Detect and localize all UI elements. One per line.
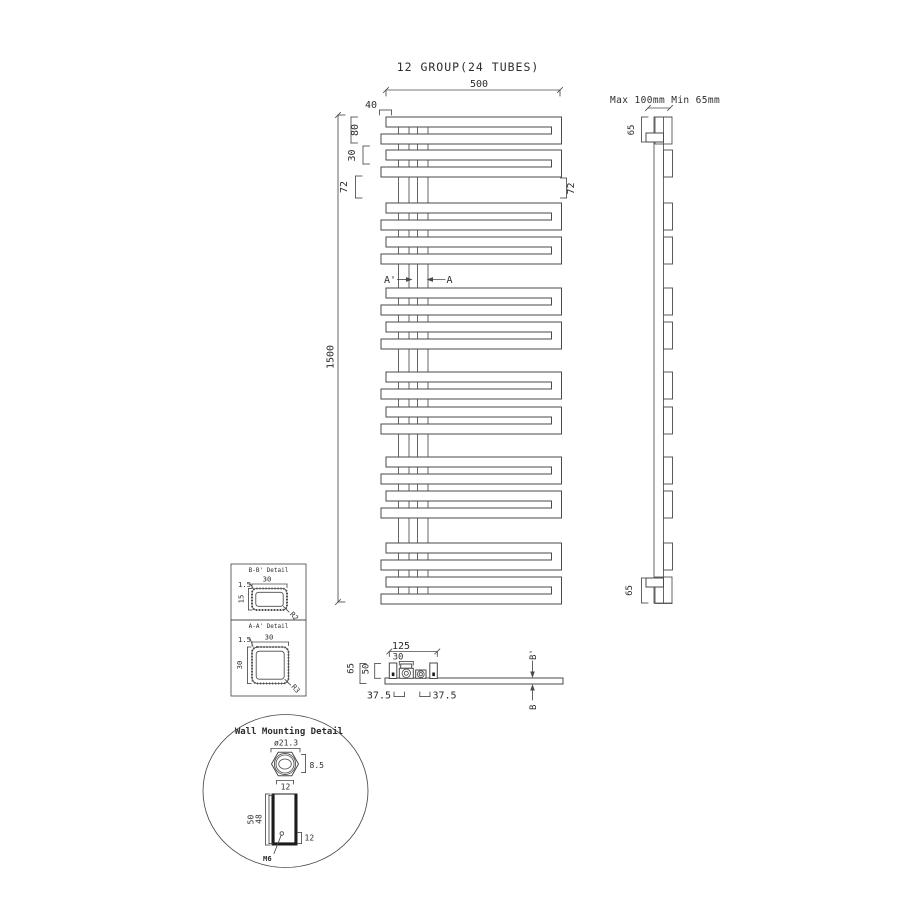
dim-tube-30 [347,146,370,164]
arrowhead-down-icon [530,672,535,679]
dim-bracket-bottom-65 [625,578,648,603]
tube-groups [381,117,562,604]
dim-label: 65 [346,663,357,674]
side-tube-group [664,150,673,177]
bottom-tube-bar [385,678,563,684]
drawing-title: 12 GROUP(24 TUBES) [396,60,540,74]
riser-tubes [399,119,429,601]
tube-group [381,203,562,230]
dim-label: 8.5 [309,761,324,770]
side-tube-group [664,543,673,570]
tube-group [381,237,562,264]
dim-offset-37-5-right [420,691,457,702]
dim-label: 500 [469,79,489,90]
dim-bracket-foot-12 [298,833,314,844]
section-label-a: A [446,275,453,286]
valve-connection-right [416,670,426,678]
dim-label: 15 [236,594,246,604]
dim-label: 30 [235,660,244,670]
bracket-profile [272,794,297,845]
dim-label: 50 [361,663,372,675]
dim-a-radius-r3 [285,680,302,695]
side-tube-group [664,491,673,518]
wall-distance-note: Max 100mm Min 65mm [610,95,721,106]
dim-label: 72 [566,182,577,195]
detail-b-title: B-B' Detail [248,567,289,574]
dim-label: 12 [280,782,291,792]
dim-label: 1.5 [238,580,251,589]
dim-label: 30 [392,652,404,663]
dim-a-wall-1-5 [238,635,253,647]
dim-nut-width-12 [277,781,294,792]
dim-label: 40 [364,100,377,111]
section-label-a-prime: A' [384,275,397,286]
side-tube-group [664,203,673,230]
tube-group [381,577,562,604]
dim-label: 65 [625,585,635,596]
dim-label: 48 [254,814,264,824]
tube-group [381,457,562,484]
dim-label: 30 [262,574,272,584]
side-tube-group [664,237,673,264]
dim-label: 37.5 [432,690,457,702]
dim-nut-diameter [271,739,300,753]
wall-mounting-title: Wall Mounting Detail [234,727,344,737]
mounting-nut [272,752,299,775]
dim-offset-37-5-left [367,691,405,702]
section-marker-a [384,275,453,286]
side-tube-group [664,407,673,434]
arrowhead-up-icon [530,684,535,691]
valve-connection-left [399,664,413,678]
tube-cross-section-a [252,647,289,684]
dim-label: 72 [339,180,350,194]
tube-group [381,407,562,434]
dim-group-80 [350,117,361,143]
dim-offset-40 [365,100,392,115]
dim-label: ø21.3 [273,738,299,748]
dim-label: R2 [288,609,301,623]
dim-label: 50 [246,814,256,825]
wall-bracket-bottom [646,578,664,587]
dim-wall-distance [646,106,673,111]
tube-group [381,372,562,399]
tube-group [381,543,562,570]
dim-b-height-15 [237,589,253,611]
section-label-b-prime: B' [529,649,539,660]
thread-label: M6 [263,854,272,863]
side-tube-group [664,457,673,484]
dim-bracket-50 [362,664,381,679]
dim-label: 37.5 [366,690,391,702]
dim-label: 30 [264,632,274,642]
wall-mounting-detail [203,715,368,868]
dim-label: 80 [350,123,361,137]
detail-a-title: A-A' Detail [248,623,289,630]
detail-a-box [231,620,306,696]
wall-bracket-top [646,133,664,142]
dim-width-500 [384,79,563,96]
side-tube-group [664,288,673,315]
dim-a-height-30 [235,647,251,684]
tube-cross-section-b [252,589,287,611]
dim-label: R3 [289,682,302,695]
detail-b-box [231,564,306,622]
tube-group [381,288,562,315]
dim-label: 1500 [325,344,337,370]
bottom-view [347,641,564,710]
section-label-b: B [529,704,539,710]
dim-label: 1.5 [238,635,251,644]
dim-a-width-30 [252,633,289,646]
dim-gap-72-right [561,178,578,198]
dim-label: 12 [304,833,315,843]
dim-gap-72-left [339,176,362,198]
tube-group [381,150,562,177]
mount-bracket-right [430,663,438,679]
side-view [610,95,720,604]
tube-group [381,491,562,518]
dim-bracket-top-65 [627,117,648,142]
dim-label: 125 [391,641,411,652]
mount-bracket-left [389,663,397,679]
dim-label: 30 [347,149,358,162]
front-view [326,60,578,605]
side-tube-group [664,322,673,349]
side-tube-group [664,372,673,399]
tube-group [381,322,562,349]
bracket-screw-right [432,673,435,677]
dim-nut-thickness [302,755,325,773]
side-tube-groups [664,150,673,570]
dim-b-width-30 [252,575,287,588]
dim-b-wall-1-5 [238,580,253,589]
dim-bracket-inner-48 [255,796,273,844]
hex-nut-outline [272,752,299,775]
dim-label: 65 [627,124,637,136]
tube-group [381,117,562,144]
bracket-screw-left [392,673,395,677]
